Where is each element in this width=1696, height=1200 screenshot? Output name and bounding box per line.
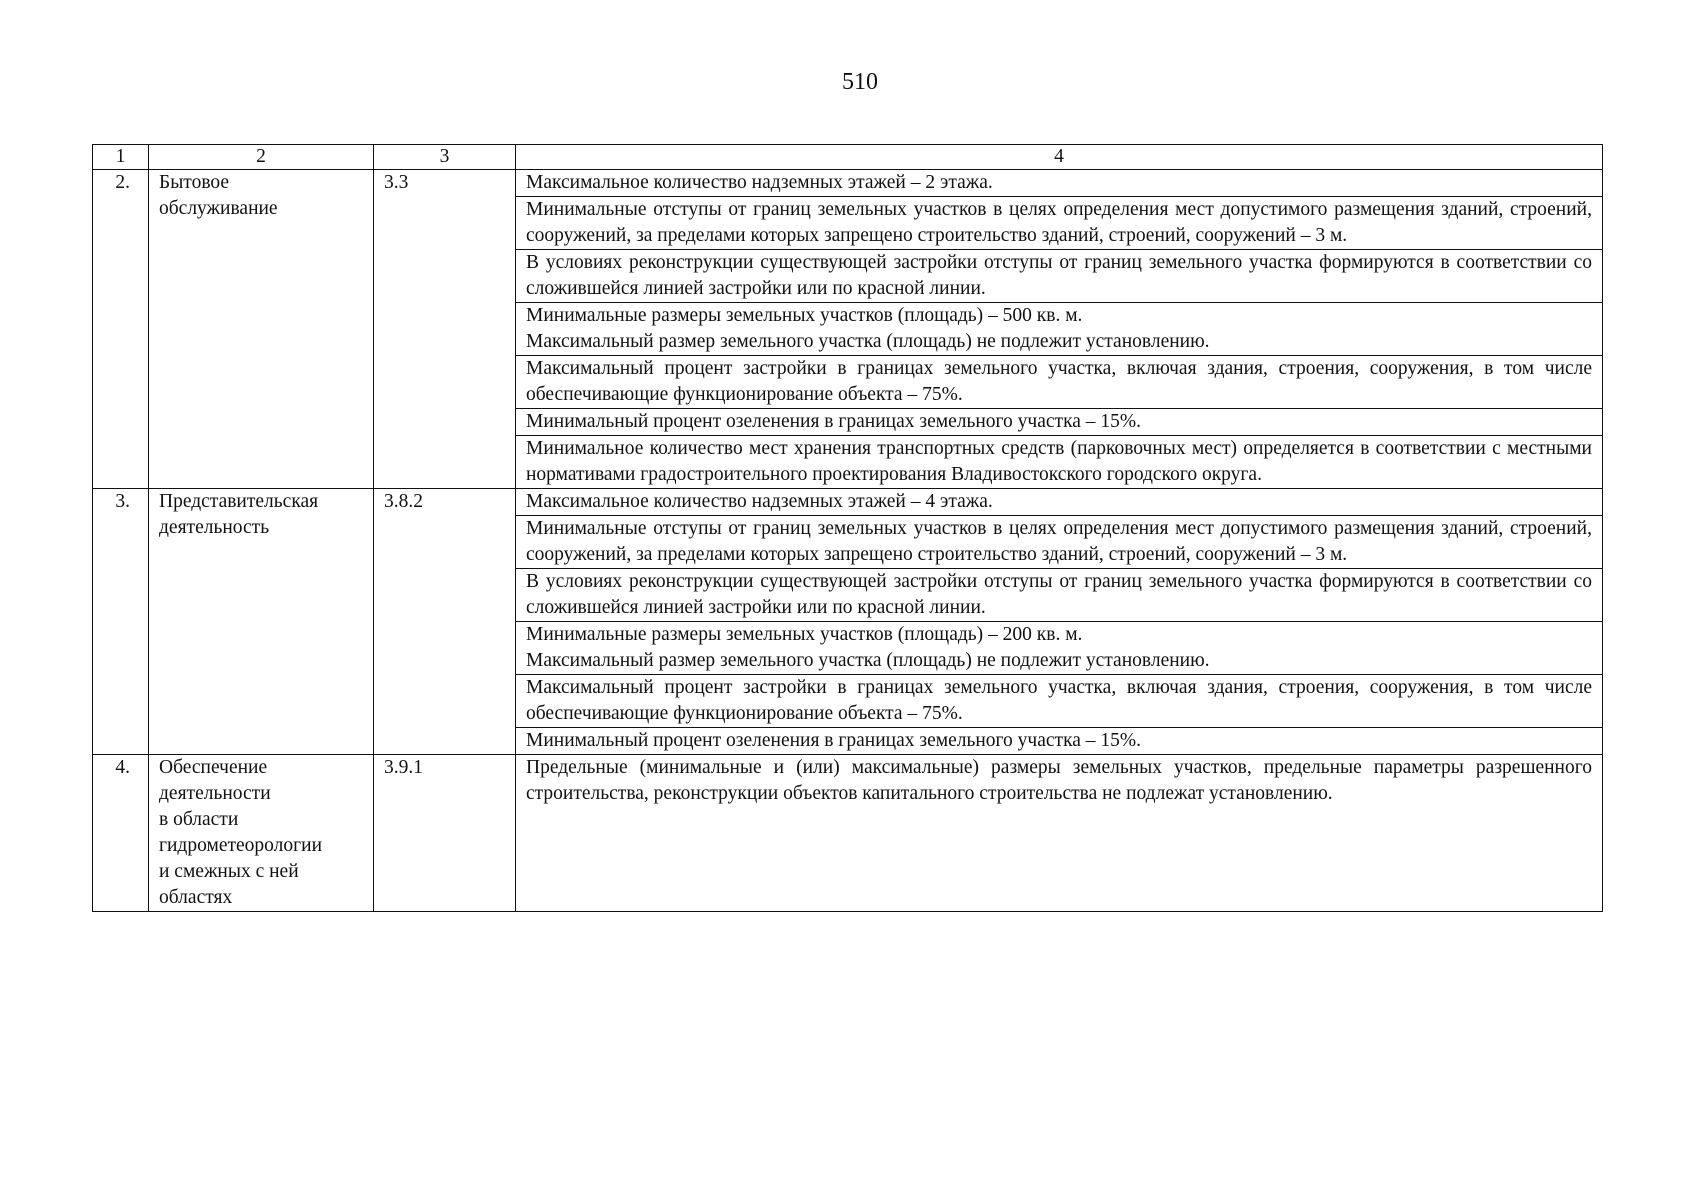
parameter-text: Максимальный процент застройки в границах земельного участка, включая здания, строения, сооружения, в том числе обеспечивающие функционирование объекта – 75%. (526, 677, 1592, 724)
parameter-cell (516, 675, 1603, 728)
use-name-cell (149, 489, 374, 755)
parameter-cell (516, 197, 1603, 250)
use-name-line: гидрометеорологии (159, 835, 322, 856)
parameter-cell (516, 622, 1603, 675)
use-name-cell (149, 755, 374, 912)
parameter-cell (516, 409, 1603, 436)
parameter-cell (516, 250, 1603, 303)
parameter-text: Минимальные отступы от границ земельных участков в целях определения мест допустимого размещения зданий, строений, сооружений, за пределами которых запрещено строительство зданий, строений, сооружений – 3 м. (526, 199, 1592, 246)
parameter-cell (516, 489, 1603, 516)
header-cell-4: 4 (516, 145, 1603, 170)
parameter-cell (516, 516, 1603, 569)
use-name-line: в области (159, 809, 239, 830)
table-body (93, 145, 1603, 912)
regulations-table (92, 144, 1603, 912)
use-code-cell: 3.9.1 (374, 755, 516, 912)
parameter-text: Минимальный процент озеленения в границах земельного участка – 15%. (526, 730, 1142, 751)
use-name-line: и смежных с ней (159, 861, 299, 882)
use-name-line: Представительская (159, 491, 319, 512)
parameter-text: Минимальные размеры земельных участков (площадь) – 200 кв. м. (526, 624, 1083, 645)
page-number: 510 (842, 69, 878, 95)
use-name-line: Обеспечение (159, 757, 268, 778)
header-cell-1: 1 (93, 145, 149, 170)
row-number-cell: 3. (93, 489, 149, 755)
parameter-text: Предельные (минимальные и (или) максимальные) размеры земельных участков, предельные параметры разрешенного строительства, реконструкции объектов капитального строительства не подлежат установлению. (526, 757, 1592, 804)
parameter-text: Максимальный размер земельного участка (площадь) не подлежит установлению. (526, 650, 1210, 671)
use-code-cell: 3.8.2 (374, 489, 516, 755)
use-name-line: областях (159, 887, 233, 908)
parameter-text: Максимальный размер земельного участка (площадь) не подлежит установлению. (526, 331, 1210, 352)
use-name-line: деятельности (159, 783, 271, 804)
use-name-line: обслуживание (159, 198, 278, 219)
parameter-text: Минимальные отступы от границ земельных участков в целях определения мест допустимого размещения зданий, строений, сооружений, за пределами которых запрещено строительство зданий, строений, сооружений – 3 м. (526, 518, 1592, 565)
parameter-cell (516, 170, 1603, 197)
header-row (93, 145, 1603, 170)
parameter-text: Минимальное количество мест хранения транспортных средств (парковочных мест) определяется в соответствии с местными нормативами градостроительного проектирования Владивостокского городского округа. (526, 438, 1592, 485)
header-cell-2: 2 (149, 145, 374, 170)
parameter-text: Минимальные размеры земельных участков (площадь) – 500 кв. м. (526, 305, 1083, 326)
table-row (93, 755, 1603, 912)
row-number-cell: 2. (93, 170, 149, 489)
parameter-text: В условиях реконструкции существующей застройки отступы от границ земельного участка формируются в соответствии со сложившейся линией застройки или по красной линии. (526, 252, 1592, 299)
use-name-cell (149, 170, 374, 489)
table-row (93, 170, 1603, 197)
use-name-line: деятельность (159, 517, 270, 538)
use-name-line: Бытовое (159, 172, 230, 193)
parameter-text: Максимальное количество надземных этажей – 4 этажа. (526, 491, 993, 512)
parameter-cell (516, 356, 1603, 409)
row-number-cell: 4. (93, 755, 149, 912)
table-row (93, 489, 1603, 516)
parameter-text: В условиях реконструкции существующей застройки отступы от границ земельного участка формируются в соответствии со сложившейся линией застройки или по красной линии. (526, 571, 1592, 618)
parameter-cell (516, 303, 1603, 356)
header-cell-3: 3 (374, 145, 516, 170)
parameter-text: Максимальный процент застройки в границах земельного участка, включая здания, строения, сооружения, в том числе обеспечивающие функционирование объекта – 75%. (526, 358, 1592, 405)
parameter-cell (516, 436, 1603, 489)
parameter-text: Минимальный процент озеленения в границах земельного участка – 15%. (526, 411, 1142, 432)
use-code-cell: 3.3 (374, 170, 516, 489)
parameter-text: Максимальное количество надземных этажей – 2 этажа. (526, 172, 993, 193)
parameter-cell (516, 728, 1603, 755)
parameter-cell (516, 569, 1603, 622)
parameter-cell (516, 755, 1603, 912)
